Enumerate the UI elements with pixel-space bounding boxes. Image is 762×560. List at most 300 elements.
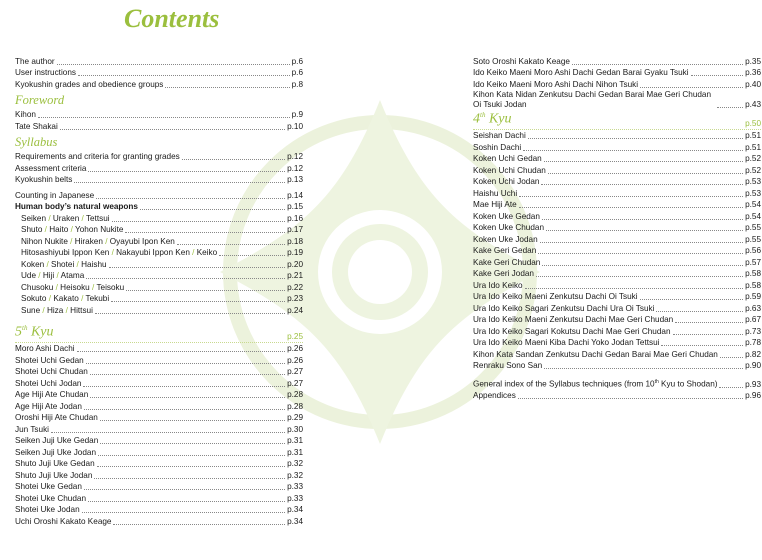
toc-entry[interactable] (15, 304, 303, 316)
toc-entry-label: Human body’s natural weapons (15, 202, 138, 211)
toc-entry[interactable] (15, 224, 303, 236)
toc-page-number: p.18 (287, 236, 303, 246)
toc-entry[interactable] (15, 162, 303, 174)
toc-page-number: p.51 (745, 131, 761, 140)
weapon-name: Hiraken (74, 236, 103, 246)
toc-page-number: p.82 (745, 349, 761, 359)
separator: / (63, 305, 71, 315)
separator: / (189, 248, 197, 257)
toc-entry-label: Shotei Uchi Chudan (15, 367, 88, 376)
weapon-name: Nihon Nukite (21, 236, 68, 246)
toc-entry[interactable] (473, 360, 761, 372)
weapon-name: Kakato (53, 294, 79, 303)
dot-leader (519, 196, 743, 197)
toc-entry-label: Ura Ido Keiko Maeni Zenkutsu Dachi Mae Geri Chudan (473, 315, 674, 324)
section-heading (15, 135, 303, 151)
dot-leader (691, 75, 744, 76)
toc-entry-label: Koken Uchi Chudan (473, 165, 546, 175)
toc-entry-label: Seishan Dachi (473, 131, 526, 140)
toc-page-number: p.55 (745, 223, 761, 232)
toc-entry[interactable] (473, 222, 761, 234)
toc-page-number: p.90 (745, 361, 761, 370)
toc-page-number: p.27 (287, 367, 303, 376)
toc-page-number: p.33 (287, 482, 303, 491)
toc-entry-label: Counting in Japanese (15, 190, 95, 200)
toc-entry-label: Jun Tsuki (15, 424, 49, 434)
section-title: 4th Kyu (473, 110, 512, 127)
toc-entry-label: Tate Shakai (15, 121, 58, 131)
toc-entry-label: Shotei Uke Chudan (15, 493, 87, 503)
toc-entry[interactable] (15, 212, 303, 224)
toc-page-number: p.52 (745, 154, 761, 163)
toc-page-number: p.6 (291, 56, 303, 66)
toc-page-number: p.20 (287, 259, 303, 269)
toc-page-number: p.55 (745, 234, 761, 244)
toc-page-number: p.13 (287, 175, 303, 184)
dot-leader (125, 232, 285, 233)
toc-entry[interactable] (15, 151, 303, 163)
toc-entry[interactable] (15, 469, 303, 481)
toc-entry-label (15, 237, 175, 247)
toc-entry-label: Seiken Juji Uke Jodan (15, 447, 97, 457)
weapon-name: Tettsui (85, 213, 110, 223)
toc-entry-label (15, 294, 109, 304)
toc-entry[interactable] (473, 55, 761, 67)
toc-entry[interactable] (15, 281, 303, 293)
toc-entry[interactable] (473, 378, 761, 390)
toc-entry[interactable] (473, 90, 761, 110)
toc-page-number: p.33 (287, 493, 303, 503)
toc-page-number: p.23 (287, 294, 303, 303)
toc-page-number: p.21 (287, 271, 303, 280)
toc-entry-label (15, 248, 217, 258)
section-title: Foreword (15, 92, 65, 107)
toc-page-number: p.8 (291, 79, 303, 89)
separator: / (109, 248, 117, 257)
separator: / (67, 236, 75, 246)
toc-entry-label: Ura Ido Keiko Sagari Zenkutsu Dachi Ura Oi Tsuki (473, 303, 655, 313)
dot-leader (74, 182, 285, 183)
dot-leader (717, 107, 743, 108)
toc-entry-label: Shuto Juji Uke Gedan (15, 459, 95, 468)
toc-page-number: p.27 (287, 378, 303, 388)
toc-entry-label: Kihon (15, 110, 36, 119)
toc-page-number: p.14 (287, 190, 303, 200)
toc-entry-label: Assessment criteria (15, 163, 87, 173)
toc-entry[interactable] (473, 199, 761, 211)
dot-leader (94, 478, 285, 479)
weapon-name: Uraken (52, 213, 80, 223)
toc-entry-label: Koken Uchi Jodan (473, 177, 540, 186)
dot-leader (86, 278, 285, 279)
spacer (15, 316, 303, 323)
dot-leader (544, 161, 743, 162)
toc-entry[interactable] (473, 390, 761, 402)
toc-entry-label: Soto Oroshi Kakato Keage (473, 56, 570, 66)
toc-entry-label: The author (15, 56, 55, 66)
dot-leader (544, 368, 743, 369)
toc-page-number: p.31 (287, 436, 303, 445)
kyu-heading (15, 323, 303, 343)
kyu-heading (473, 110, 761, 130)
toc-entry-label (15, 271, 84, 281)
dot-leader (536, 276, 743, 277)
dot-leader (111, 301, 285, 302)
toc-page-number: p.52 (745, 165, 761, 175)
dot-leader (84, 409, 285, 410)
toc-page-number: p.51 (745, 142, 761, 152)
toc-entry-label: Uchi Oroshi Kakato Keage (15, 516, 112, 526)
separator: / (102, 236, 110, 246)
dot-leader (95, 313, 285, 314)
toc-entry-label: Kake Geri Jodan (473, 269, 534, 278)
page-title: Contents (124, 4, 220, 33)
separator: / (40, 305, 47, 315)
toc-entry-label: Shotei Uke Gedan (15, 482, 82, 491)
toc-page-number: p.26 (287, 344, 303, 353)
weapon-name: Nakayubi Ippon Ken (116, 248, 190, 257)
toc-entry-label: Koken Uke Gedan (473, 211, 540, 221)
toc-page-number: p.19 (287, 248, 303, 257)
toc-entry[interactable] (15, 504, 303, 516)
toc-entry[interactable] (15, 270, 303, 282)
toc-entry-label (15, 260, 107, 270)
dot-leader (546, 230, 743, 231)
toc-entry-label: Kihon Kata Nidan Zenkutsu Dachi Gedan Barai Mae Geri Chudan Oi Tsuki Jodan (473, 89, 712, 109)
toc-entry[interactable] (473, 256, 761, 268)
toc-entry-label: Ido Keiko Maeni Moro Ashi Dachi Nihon Tsuki (473, 79, 639, 89)
dot-leader (640, 87, 743, 88)
toc-entry[interactable] (473, 245, 761, 257)
dot-leader (542, 265, 743, 266)
dot-leader (182, 159, 285, 160)
toc-entry[interactable] (15, 55, 303, 67)
toc-entry[interactable] (473, 176, 761, 188)
toc-entry-label: Shotei Uchi Gedan (15, 355, 84, 365)
section-heading (15, 93, 303, 109)
dot-leader (541, 184, 743, 185)
toc-page-number: p.32 (287, 459, 303, 468)
toc-entry[interactable] (473, 348, 761, 360)
toc-page-number: p.54 (745, 211, 761, 221)
weapon-name: Chusoku (21, 282, 54, 292)
toc-entry-label: General index of the Syllabus techniques (from 10th Kyu to Shodan) (473, 378, 718, 389)
toc-page-number: p.96 (745, 391, 761, 400)
toc-page-number: p.34 (287, 516, 303, 526)
toc-entry[interactable] (15, 515, 303, 527)
toc-entry-label: Seiken Juji Uke Gedan (15, 436, 99, 445)
toc-page-number: p.40 (745, 79, 761, 89)
dot-leader (113, 524, 285, 525)
toc-page-number: p.36 (745, 68, 761, 77)
dot-leader (548, 173, 743, 174)
dot-leader (100, 443, 285, 444)
toc-entry[interactable] (15, 446, 303, 458)
toc-entry-label: Kake Geri Chudan (473, 257, 541, 267)
toc-page-number: p.63 (745, 303, 761, 313)
toc-entry-label (15, 214, 110, 224)
toc-entry[interactable] (15, 78, 303, 90)
toc-entry-label: Renraku Sono San (473, 361, 543, 370)
separator: / (36, 271, 43, 280)
weapon-name: Sune (21, 305, 41, 315)
toc-page-number: p.22 (287, 282, 303, 292)
dot-leader (78, 75, 290, 76)
dot-leader (126, 290, 285, 291)
toc-page-number: p.93 (745, 379, 761, 389)
toc-entry-label: Mae Hiji Ate (473, 200, 517, 209)
toc-page-number: p.78 (745, 338, 761, 347)
section-page-number: p.50 (745, 118, 761, 128)
toc-entry[interactable] (473, 233, 761, 245)
dot-leader (112, 221, 285, 222)
dot-leader (77, 351, 285, 352)
toc-entry[interactable] (15, 201, 303, 213)
toc-entry[interactable] (473, 314, 761, 326)
toc-entry[interactable] (15, 481, 303, 493)
toc-entry[interactable] (15, 366, 303, 378)
toc-entry-label: Moro Ashi Dachi (15, 344, 75, 353)
toc-entry[interactable] (473, 210, 761, 222)
dot-leader (719, 387, 743, 388)
toc-entry-label: Kihon Kata Sandan Zenkutsu Dachi Gedan Barai Mae Geri Chudan (473, 349, 718, 359)
weapon-name: Koken (21, 259, 45, 269)
dot-leader (523, 150, 743, 151)
dot-leader (88, 171, 285, 172)
toc-page-number: p.53 (745, 188, 761, 198)
toc-page-number: p.73 (745, 326, 761, 336)
weapon-name: Heisoku (60, 282, 90, 292)
toc-entry[interactable] (473, 325, 761, 337)
toc-entry[interactable] (15, 67, 303, 79)
toc-page-number: p.58 (745, 280, 761, 290)
toc-entry-label: Requirements and criteria for granting grades (15, 152, 180, 161)
toc-entry[interactable] (15, 120, 303, 132)
toc-entry-label: Haishu Uchi (473, 188, 518, 198)
separator: / (54, 271, 61, 280)
toc-entry-label: Koken Uke Chudan (473, 223, 545, 232)
dot-leader (88, 501, 285, 502)
dot-leader (528, 138, 743, 139)
toc-page-number: p.58 (745, 269, 761, 278)
toc-page-number: p.15 (287, 202, 303, 211)
weapon-name: Teisoku (96, 282, 125, 292)
toc-page-number: p.28 (287, 401, 303, 411)
toc-entry-label: Oroshi Hiji Ate Chudan (15, 413, 98, 422)
toc-page-number: p.59 (745, 292, 761, 301)
section-title: 5th Kyu (15, 323, 54, 340)
toc-entry-label: Kyokushin grades and obedience groups (15, 79, 164, 89)
toc-entry[interactable] (15, 377, 303, 389)
toc-entry-label: Ura Ido Keiko (473, 280, 523, 290)
dot-leader (656, 311, 743, 312)
dot-leader (140, 209, 285, 210)
toc-page-number: p.34 (287, 505, 303, 514)
toc-entry-label: Shotei Uchi Jodan (15, 378, 82, 388)
weapon-name: Hiza (46, 305, 64, 315)
dot-leader (538, 253, 743, 254)
toc-page-number: p.67 (745, 315, 761, 324)
dot-leader (60, 129, 285, 130)
toc-entry[interactable] (473, 268, 761, 280)
toc-entry[interactable] (473, 130, 761, 142)
toc-entry[interactable] (15, 109, 303, 121)
toc-page-number: p.12 (287, 163, 303, 173)
section-title: Syllabus (15, 134, 58, 149)
dot-leader (525, 288, 743, 289)
dot-leader (98, 455, 285, 456)
weapon-name: Atama (60, 271, 85, 280)
separator: / (79, 213, 86, 223)
toc-entry[interactable] (15, 423, 303, 435)
toc-entry[interactable] (473, 78, 761, 90)
toc-entry[interactable] (15, 174, 303, 186)
dot-leader (82, 512, 285, 513)
toc-entry-label: Age Hiji Ate Jodan (15, 401, 82, 411)
weapon-name: Sokuto (21, 294, 47, 303)
toc-entry[interactable] (15, 400, 303, 412)
separator: / (42, 225, 50, 234)
toc-entry-label: Ido Keiko Maeni Moro Ashi Dachi Gedan Barai Gyaku Tsuki (473, 68, 689, 77)
toc-entry-label (15, 283, 124, 293)
separator: / (89, 282, 97, 292)
toc-page-number: p.26 (287, 355, 303, 365)
toc-page-number: p.53 (745, 177, 761, 186)
toc-page-number: p.28 (287, 390, 303, 399)
section-page-number: p.25 (287, 331, 303, 341)
weapon-name: Hittsui (70, 305, 93, 315)
toc-entry[interactable] (473, 141, 761, 153)
toc-entry[interactable] (473, 67, 761, 79)
toc-entry[interactable] (473, 187, 761, 199)
toc-entry[interactable] (15, 235, 303, 247)
toc-entry-label (15, 306, 93, 316)
weapon-name: Seiken (21, 213, 47, 223)
weapon-name: Keiko (196, 248, 218, 257)
dot-leader (542, 219, 743, 220)
weapon-name: Haishu (81, 259, 107, 269)
toc-page-number: p.24 (287, 305, 303, 315)
weapon-name: Ude (21, 271, 37, 280)
dot-leader (177, 244, 285, 245)
dot-leader (83, 386, 285, 387)
toc-entry[interactable] (15, 293, 303, 305)
toc-entry[interactable] (15, 389, 303, 401)
toc-page-number: p.57 (745, 257, 761, 267)
toc-entry[interactable] (473, 164, 761, 176)
dot-leader (661, 345, 743, 346)
dot-leader (572, 64, 743, 65)
toc-entry-label: Age Hiji Ate Chudan (15, 390, 89, 399)
toc-entry-label: Ura Ido Keiko Maeni Kiba Dachi Yoko Jodan Tettsui (473, 338, 660, 347)
dot-leader (57, 64, 290, 65)
toc-entry-label: Kyokushin belts (15, 175, 73, 184)
dot-leader (540, 242, 743, 243)
toc-entry[interactable] (473, 302, 761, 314)
dot-leader (84, 489, 285, 490)
toc-entry[interactable] (473, 337, 761, 349)
dot-leader (96, 198, 285, 199)
toc-entry-label: Shuto Juji Uke Jodan (15, 470, 93, 480)
toc-entry[interactable] (15, 247, 303, 259)
toc-entry-label: Ura Ido Keiko Maeni Zenkutsu Dachi Oi Tsuki (473, 292, 638, 301)
toc-entry[interactable] (15, 343, 303, 355)
toc-page-number: p.32 (287, 470, 303, 480)
weapon-name: Shotei (51, 259, 75, 269)
toc-entry[interactable] (473, 153, 761, 165)
separator: / (78, 294, 86, 303)
toc-entry-label: Koken Uke Jodan (473, 234, 538, 244)
dot-leader (219, 255, 285, 256)
toc-entry[interactable] (15, 354, 303, 366)
dot-leader (720, 357, 743, 358)
toc-page-number: p.17 (287, 225, 303, 234)
toc-page-number: p.35 (745, 56, 761, 66)
toc-page-number: p.6 (291, 68, 303, 77)
weapon-name: Oyayubi Ipon Ken (109, 236, 175, 246)
toc-entry-label: Soshin Dachi (473, 142, 522, 152)
dot-leader (640, 299, 743, 300)
dot-leader (519, 207, 743, 208)
dot-leader (38, 117, 290, 118)
dot-leader (51, 432, 285, 433)
toc-page-number: p.29 (287, 413, 303, 422)
dot-leader (90, 397, 285, 398)
toc-page-number: p.30 (287, 424, 303, 434)
dot-leader (109, 267, 285, 268)
toc-entry-label: Koken Uchi Gedan (473, 154, 542, 163)
dot-leader (165, 87, 289, 88)
separator: / (74, 259, 82, 269)
contents-right-column (473, 55, 761, 401)
toc-page-number: p.31 (287, 447, 303, 457)
toc-entry[interactable] (15, 458, 303, 470)
toc-entry[interactable] (15, 189, 303, 201)
weapon-name: Haito (49, 225, 69, 234)
toc-page-number: p.9 (291, 110, 303, 119)
toc-entry[interactable] (15, 492, 303, 504)
toc-entry-label: Appendices (473, 391, 516, 400)
weapon-name: Shuto (21, 225, 43, 234)
toc-page-number: p.10 (287, 121, 303, 131)
dot-leader (90, 374, 285, 375)
toc-entry-label: Ura Ido Keiko Sagari Kokutsu Dachi Mae Geri Chudan (473, 326, 671, 336)
separator: / (68, 225, 76, 234)
dot-leader (518, 398, 743, 399)
toc-entry-label: Shotei Uke Jodan (15, 505, 80, 514)
toc-entry[interactable] (15, 435, 303, 447)
toc-entry[interactable] (473, 279, 761, 291)
separator: / (44, 259, 52, 269)
toc-page-number: p.16 (287, 213, 303, 223)
toc-entry[interactable] (15, 258, 303, 270)
toc-entry-label: Kake Geri Gedan (473, 246, 537, 255)
toc-page-number: p.54 (745, 200, 761, 209)
weapon-name: Hitosashiyubi Ippon Ken (21, 248, 110, 257)
contents-left-column (15, 55, 303, 527)
toc-entry[interactable] (15, 412, 303, 424)
toc-page-number: p.43 (745, 99, 761, 109)
toc-entry[interactable] (473, 291, 761, 303)
weapon-name: Yohon Nukite (75, 225, 124, 234)
toc-page-number: p.12 (287, 152, 303, 161)
separator: / (53, 282, 61, 292)
weapon-name: Hiji (42, 271, 55, 280)
dot-leader (673, 334, 744, 335)
toc-page-number: p.56 (745, 246, 761, 255)
dot-leader (675, 322, 743, 323)
dot-leader (86, 363, 285, 364)
